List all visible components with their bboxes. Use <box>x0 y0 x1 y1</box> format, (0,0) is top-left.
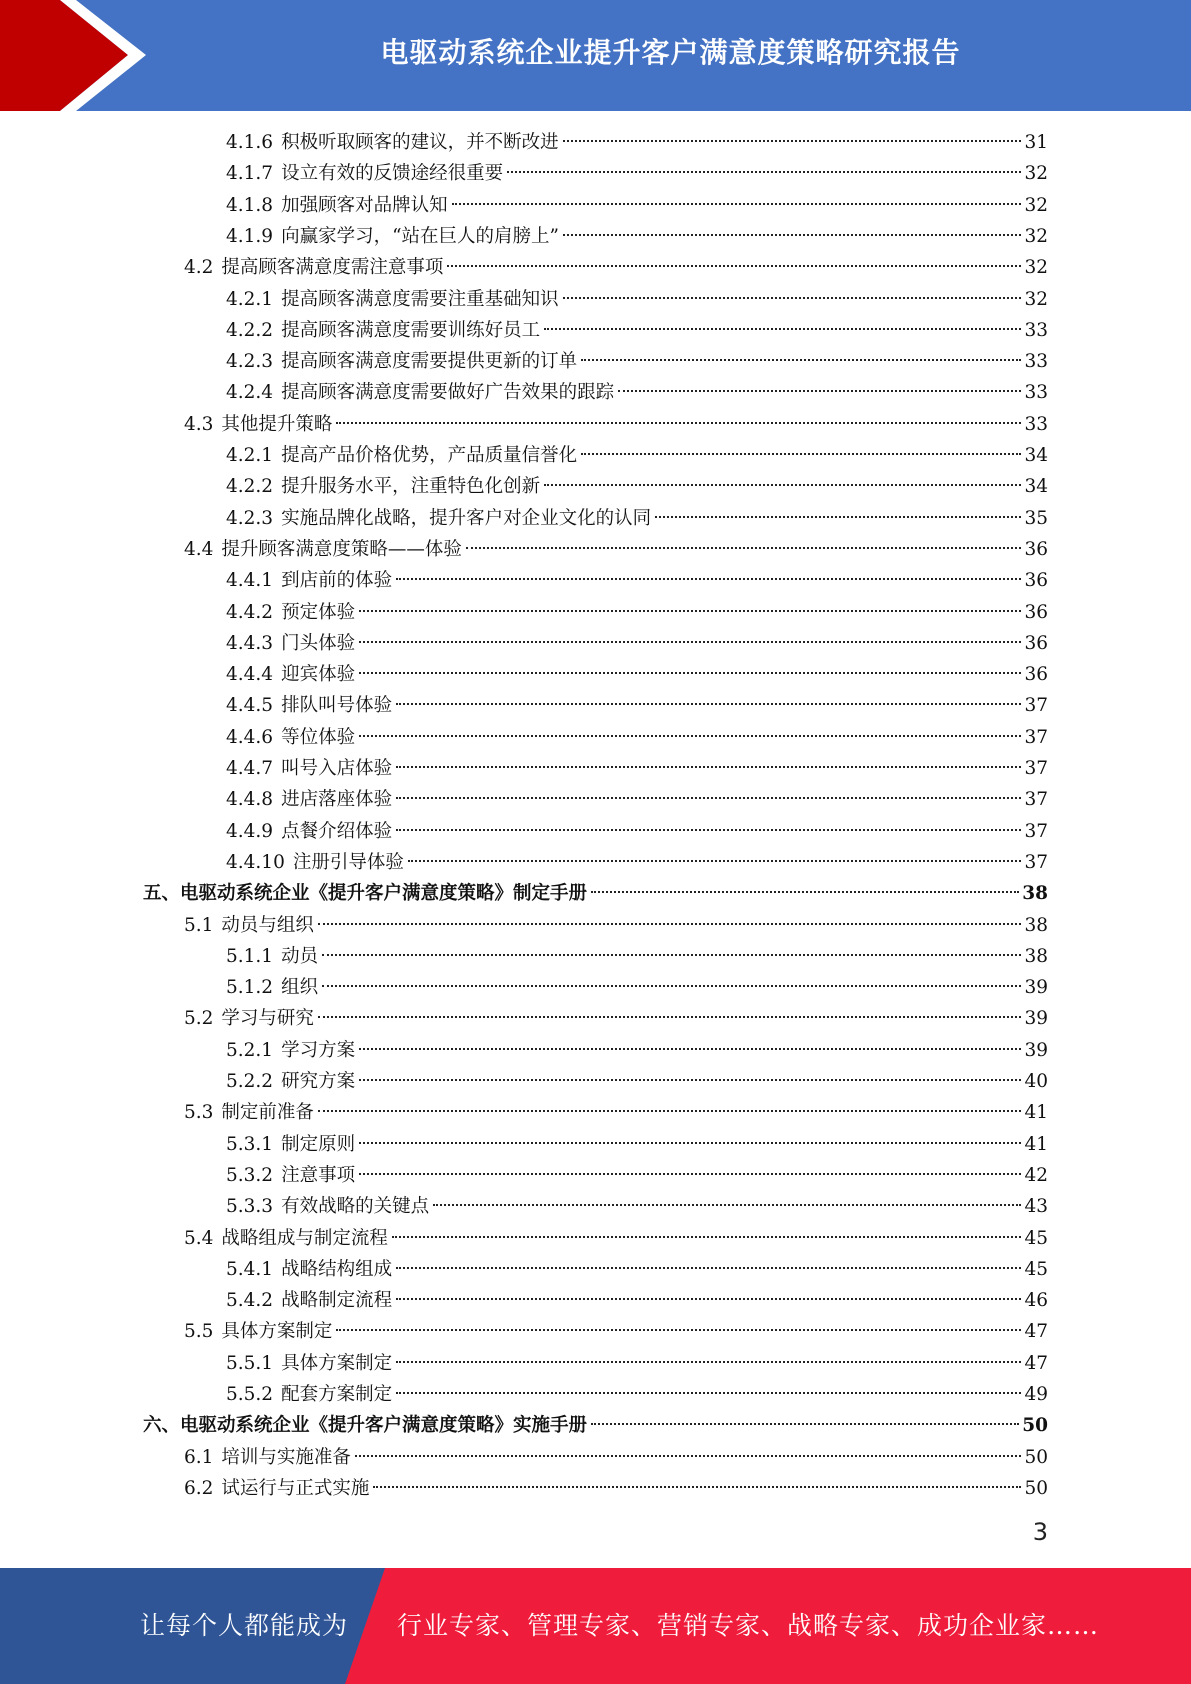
toc-entry-page: 45 <box>1024 1227 1048 1249</box>
toc-entry[interactable] <box>184 1473 1048 1504</box>
toc-entry-title: 战略制定流程 <box>281 1290 393 1312</box>
toc-entry-title: 提升顾客满意度策略——体验 <box>221 538 462 560</box>
toc-entry[interactable] <box>226 941 1048 972</box>
toc-entry-title: 提高顾客满意度需要训练好员工 <box>281 319 541 341</box>
toc-entry-page: 31 <box>1024 132 1048 153</box>
toc-entry-page: 37 <box>1024 695 1048 717</box>
toc-entry-title: 战略组成与制定流程 <box>221 1227 388 1249</box>
toc-entry-number: 5.4.1 <box>226 1258 274 1280</box>
toc-dot-leader <box>336 422 1021 424</box>
toc-entry-number: 4.4.3 <box>226 632 274 654</box>
footer-slogan-left: 让每个人都能成为 <box>140 1611 349 1640</box>
toc-entry-number: 4.2 <box>184 257 214 279</box>
toc-dot-leader <box>359 735 1021 737</box>
toc-dot-leader <box>544 328 1021 330</box>
header-title: 电驱动系统企业提升客户满意度策略研究报告 <box>380 36 961 69</box>
toc-entry-page: 33 <box>1024 351 1048 373</box>
toc-entry[interactable] <box>226 1285 1048 1316</box>
toc-entry[interactable] <box>226 221 1048 252</box>
toc-entry[interactable] <box>184 1223 1048 1254</box>
toc-entry-number: 5.4 <box>184 1227 214 1249</box>
toc-entry-number: 4.4.1 <box>226 570 274 592</box>
toc-entry-number: 4.4.10 <box>226 851 285 873</box>
toc-dot-leader <box>359 610 1021 612</box>
toc-entry-number: 4.3 <box>184 413 214 435</box>
toc-entry-page: 42 <box>1024 1164 1048 1186</box>
toc-dot-leader <box>396 1392 1021 1394</box>
toc-entry[interactable] <box>226 722 1048 753</box>
toc-entry-page: 36 <box>1024 664 1048 686</box>
toc-entry-page: 32 <box>1024 288 1048 310</box>
toc-dot-leader <box>563 140 1022 142</box>
toc-entry-page: 47 <box>1024 1352 1048 1374</box>
toc-entry-page: 36 <box>1024 538 1048 560</box>
toc-entry[interactable] <box>226 816 1048 847</box>
page-header <box>0 0 1191 111</box>
toc-entry-page: 38 <box>1024 914 1048 936</box>
toc-entry[interactable] <box>184 910 1048 941</box>
toc-entry[interactable] <box>226 1379 1048 1410</box>
toc-entry-page: 33 <box>1024 413 1048 435</box>
toc-entry-number: 5.2.1 <box>226 1039 274 1061</box>
toc-entry-page: 33 <box>1024 382 1048 404</box>
toc-entry-number: 4.4.8 <box>226 789 274 811</box>
toc-entry[interactable] <box>226 1066 1048 1097</box>
toc-entry-page: 34 <box>1024 445 1048 466</box>
toc-entry-title: 具体方案制定 <box>221 1321 333 1343</box>
toc-entry-title: 向赢家学习，“站在巨人的肩膀上” <box>281 225 559 247</box>
toc-entry-number: 5.1.2 <box>226 977 274 999</box>
toc-entry-number: 5.5.2 <box>226 1384 274 1405</box>
toc-entry[interactable] <box>226 127 1048 158</box>
toc-entry[interactable] <box>226 1348 1048 1379</box>
toc-entry-title: 积极听取顾客的建议，并不断改进 <box>281 132 559 153</box>
toc-entry-number: 4.4.2 <box>226 601 274 623</box>
toc-entry[interactable] <box>226 1160 1048 1191</box>
toc-entry-number: 4.4.6 <box>226 726 274 748</box>
toc-entry[interactable] <box>226 190 1048 221</box>
toc-entry[interactable] <box>226 597 1048 628</box>
toc-entry-number: 4.2.2 <box>226 319 274 341</box>
toc-dot-leader <box>396 1267 1021 1269</box>
toc-entry-page: 35 <box>1024 507 1048 529</box>
toc-entry-title: 点餐介绍体验 <box>281 820 393 842</box>
toc-entry-title: 五、电驱动系统企业《提升客户满意度策略》制定手册 <box>143 883 588 905</box>
toc-dot-leader <box>373 1486 1021 1488</box>
toc-entry-page: 40 <box>1024 1071 1048 1092</box>
toc-entry-page: 37 <box>1024 758 1048 779</box>
toc-entry-title: 进店落座体验 <box>281 789 393 811</box>
toc-entry-number: 5.1.1 <box>226 945 274 967</box>
toc-entry-title: 预定体验 <box>281 601 356 623</box>
toc-entry-number: 4.4.4 <box>226 664 274 686</box>
toc-entry-number: 5.3.3 <box>226 1196 274 1218</box>
toc-entry[interactable] <box>226 377 1048 408</box>
toc-entry-page: 36 <box>1024 632 1048 654</box>
toc-entry-title: 战略结构组成 <box>281 1258 393 1280</box>
toc-entry-page: 32 <box>1024 194 1048 216</box>
toc-dot-leader <box>359 641 1021 643</box>
toc-entry[interactable] <box>143 1410 1048 1441</box>
toc-entry-title: 门头体验 <box>281 632 356 654</box>
toc-entry[interactable] <box>226 628 1048 659</box>
toc-entry-title: 动员 <box>281 945 319 967</box>
toc-entry-page: 37 <box>1024 726 1048 748</box>
toc-entry-title: 设立有效的反馈途经很重要 <box>281 163 504 185</box>
toc-entry-title: 提高产品价格优势，产品质量信誉化 <box>281 445 578 466</box>
toc-entry-page: 41 <box>1024 1133 1048 1155</box>
toc-entry-number: 6.2 <box>184 1477 214 1499</box>
page-number: 3 <box>1032 1518 1048 1546</box>
toc-entry-number: 4.4.9 <box>226 820 274 842</box>
toc-entry-title: 迎宾体验 <box>281 664 356 686</box>
page-footer <box>0 1568 1191 1684</box>
toc-dot-leader <box>396 1361 1021 1363</box>
toc-entry-number: 4.2.2 <box>226 476 274 498</box>
toc-dot-leader <box>396 1298 1021 1300</box>
toc-entry-title: 其他提升策略 <box>221 413 333 435</box>
toc-dot-leader <box>396 829 1021 831</box>
toc-entry[interactable] <box>184 534 1048 565</box>
toc-entry-page: 37 <box>1024 820 1048 842</box>
toc-entry[interactable] <box>226 1191 1048 1222</box>
toc-dot-leader <box>359 1048 1021 1050</box>
toc-entry[interactable] <box>226 784 1048 815</box>
toc-entry-page: 32 <box>1024 257 1048 279</box>
toc-entry-page: 50 <box>1024 1477 1048 1499</box>
toc-entry-number: 5.2.2 <box>226 1071 274 1092</box>
toc-entry[interactable] <box>226 440 1048 471</box>
toc-entry[interactable] <box>184 1097 1048 1128</box>
toc-entry-title: 注册引导体验 <box>292 851 404 873</box>
toc-entry-number: 4.4.7 <box>226 758 274 779</box>
toc-entry-page: 38 <box>1022 883 1048 905</box>
toc-entry[interactable] <box>226 471 1048 502</box>
toc-dot-leader <box>581 453 1021 455</box>
toc-entry-number: 5.4.2 <box>226 1290 274 1312</box>
toc-dot-leader <box>408 860 1022 862</box>
toc-dot-leader <box>591 1423 1019 1425</box>
toc-entry[interactable] <box>226 1129 1048 1160</box>
toc-entry-page: 38 <box>1024 945 1048 967</box>
toc-entry-title: 提高顾客满意度需要提供更新的订单 <box>281 351 578 373</box>
toc-dot-leader <box>359 1142 1021 1144</box>
toc-entry-page: 39 <box>1024 1008 1048 1030</box>
toc-entry-title: 配套方案制定 <box>281 1384 393 1405</box>
toc-entry-page: 45 <box>1024 1258 1048 1280</box>
toc-entry-number: 5.5 <box>184 1321 214 1343</box>
toc-entry[interactable] <box>226 565 1048 596</box>
toc-entry-title: 制定前准备 <box>221 1102 314 1124</box>
toc-dot-leader <box>396 797 1021 799</box>
toc-entry-number: 5.5.1 <box>226 1352 274 1374</box>
toc-entry-title: 具体方案制定 <box>281 1352 393 1374</box>
toc-entry-number: 5.2 <box>184 1008 214 1030</box>
toc-entry-number: 4.1.6 <box>226 132 274 153</box>
toc-entry-number: 4.1.7 <box>226 163 274 185</box>
toc-entry-title: 研究方案 <box>281 1071 356 1092</box>
toc-dot-leader <box>563 234 1021 236</box>
toc-entry-page: 49 <box>1024 1384 1048 1405</box>
toc-entry-number: 5.3.2 <box>226 1164 274 1186</box>
toc-entry[interactable] <box>226 346 1048 377</box>
toc-entry[interactable] <box>184 1003 1048 1034</box>
toc-dot-leader <box>563 297 1022 299</box>
toc-entry-title: 制定原则 <box>281 1133 356 1155</box>
toc-entry-title: 提升服务水平，注重特色化创新 <box>281 476 541 498</box>
toc-dot-leader <box>396 703 1021 705</box>
toc-entry-title: 提高顾客满意度需注意事项 <box>221 257 444 279</box>
toc-entry[interactable] <box>226 503 1048 534</box>
toc-entry-title: 组织 <box>281 977 319 999</box>
toc-entry-number: 4.1.9 <box>226 225 274 247</box>
toc-entry-title: 培训与实施准备 <box>221 1446 351 1468</box>
toc-entry-number: 4.2.1 <box>226 288 274 310</box>
toc-entry-page: 39 <box>1024 977 1048 999</box>
toc-entry-page: 36 <box>1024 570 1048 592</box>
toc-entry-title: 到店前的体验 <box>281 570 393 592</box>
toc-entry-page: 39 <box>1024 1039 1048 1061</box>
toc-dot-leader <box>359 1173 1021 1175</box>
header-arrow-decoration <box>0 0 160 111</box>
toc-entry-title: 注意事项 <box>281 1164 356 1186</box>
toc-dot-leader <box>466 547 1022 549</box>
toc-dot-leader <box>507 171 1021 173</box>
toc-entry-title: 实施品牌化战略，提升客户对企业文化的认同 <box>281 507 652 529</box>
footer-slogan-right: 行业专家、管理专家、营销专家、战略专家、成功企业家…… <box>397 1611 1100 1640</box>
toc-entry-number: 4.4.5 <box>226 695 274 717</box>
toc-dot-leader <box>581 359 1021 361</box>
toc-entry[interactable] <box>184 1442 1048 1473</box>
toc-entry-page: 32 <box>1024 163 1048 185</box>
toc-entry-number: 4.2.3 <box>226 351 274 373</box>
toc-entry-number: 4.2.4 <box>226 382 274 404</box>
toc-dot-leader <box>618 390 1021 392</box>
toc-entry-page: 50 <box>1024 1446 1048 1468</box>
toc-entry-title: 加强顾客对品牌认知 <box>281 194 448 216</box>
toc-dot-leader <box>318 1110 1022 1112</box>
toc-entry-page: 34 <box>1024 476 1048 498</box>
toc-entry[interactable] <box>226 1254 1048 1285</box>
toc-dot-leader <box>452 203 1022 205</box>
toc-dot-leader <box>655 516 1021 518</box>
toc-dot-leader <box>433 1204 1021 1206</box>
toc-entry-page: 37 <box>1024 789 1048 811</box>
toc-dot-leader <box>396 766 1021 768</box>
toc-entry-title: 学习与研究 <box>221 1008 314 1030</box>
toc-entry-number: 5.3 <box>184 1102 214 1124</box>
toc-entry-page: 37 <box>1024 851 1048 873</box>
toc-entry-title: 学习方案 <box>281 1039 356 1061</box>
toc-entry-title: 六、电驱动系统企业《提升客户满意度策略》实施手册 <box>143 1415 588 1437</box>
toc-entry-title: 等位体验 <box>281 726 356 748</box>
toc-dot-leader <box>322 954 1021 956</box>
toc-entry-number: 4.1.8 <box>226 194 274 216</box>
toc-entry-number: 5.3.1 <box>226 1133 274 1155</box>
toc-entry[interactable] <box>184 1316 1048 1347</box>
toc-entry-page: 50 <box>1022 1415 1048 1437</box>
toc-entry-page: 47 <box>1024 1321 1048 1343</box>
toc-entry-page: 41 <box>1024 1102 1048 1124</box>
toc-dot-leader <box>318 1016 1022 1018</box>
toc-entry-page: 46 <box>1024 1290 1048 1312</box>
toc-entry-number: 6.1 <box>184 1446 214 1468</box>
toc-entry-title: 动员与组织 <box>221 914 314 936</box>
toc-entry-title: 试运行与正式实施 <box>221 1477 370 1499</box>
toc-entry-number: 4.2.1 <box>226 445 274 466</box>
toc-entry-page: 36 <box>1024 601 1048 623</box>
toc-dot-leader <box>336 1329 1021 1331</box>
toc-entry-number: 4.4 <box>184 538 214 560</box>
toc-dot-leader <box>359 672 1021 674</box>
toc-entry-title: 排队叫号体验 <box>281 695 393 717</box>
toc-dot-leader <box>396 578 1021 580</box>
toc-entry[interactable] <box>226 284 1048 315</box>
toc-entry-title: 叫号入店体验 <box>281 758 393 779</box>
toc-entry-page: 43 <box>1024 1196 1048 1218</box>
toc-entry-page: 33 <box>1024 319 1048 341</box>
toc-entry[interactable] <box>226 659 1048 690</box>
toc-entry[interactable] <box>226 158 1048 189</box>
toc-dot-leader <box>318 923 1022 925</box>
toc-entry[interactable] <box>143 878 1048 909</box>
toc-entry-title: 提高顾客满意度需要做好广告效果的跟踪 <box>281 382 615 404</box>
toc-entry[interactable] <box>184 409 1048 440</box>
toc-dot-leader <box>591 891 1019 893</box>
toc-entry-page: 32 <box>1024 225 1048 247</box>
toc-entry-title: 有效战略的关键点 <box>281 1196 430 1218</box>
toc-entry-title: 提高顾客满意度需要注重基础知识 <box>281 288 559 310</box>
toc-entry[interactable] <box>226 315 1048 346</box>
toc-entry[interactable] <box>226 1035 1048 1066</box>
toc-entry-number: 5.1 <box>184 914 214 936</box>
toc-dot-leader <box>392 1236 1022 1238</box>
toc-entry[interactable] <box>226 847 1048 878</box>
toc-entry[interactable] <box>226 690 1048 721</box>
toc-dot-leader <box>447 265 1021 267</box>
toc-dot-leader <box>544 484 1021 486</box>
toc-dot-leader <box>355 1455 1022 1457</box>
toc-entry-number: 4.2.3 <box>226 507 274 529</box>
toc-entry[interactable] <box>226 972 1048 1003</box>
toc-dot-leader <box>322 985 1021 987</box>
toc-entry[interactable] <box>226 753 1048 784</box>
toc-entry[interactable] <box>184 252 1048 283</box>
toc-dot-leader <box>359 1079 1021 1081</box>
